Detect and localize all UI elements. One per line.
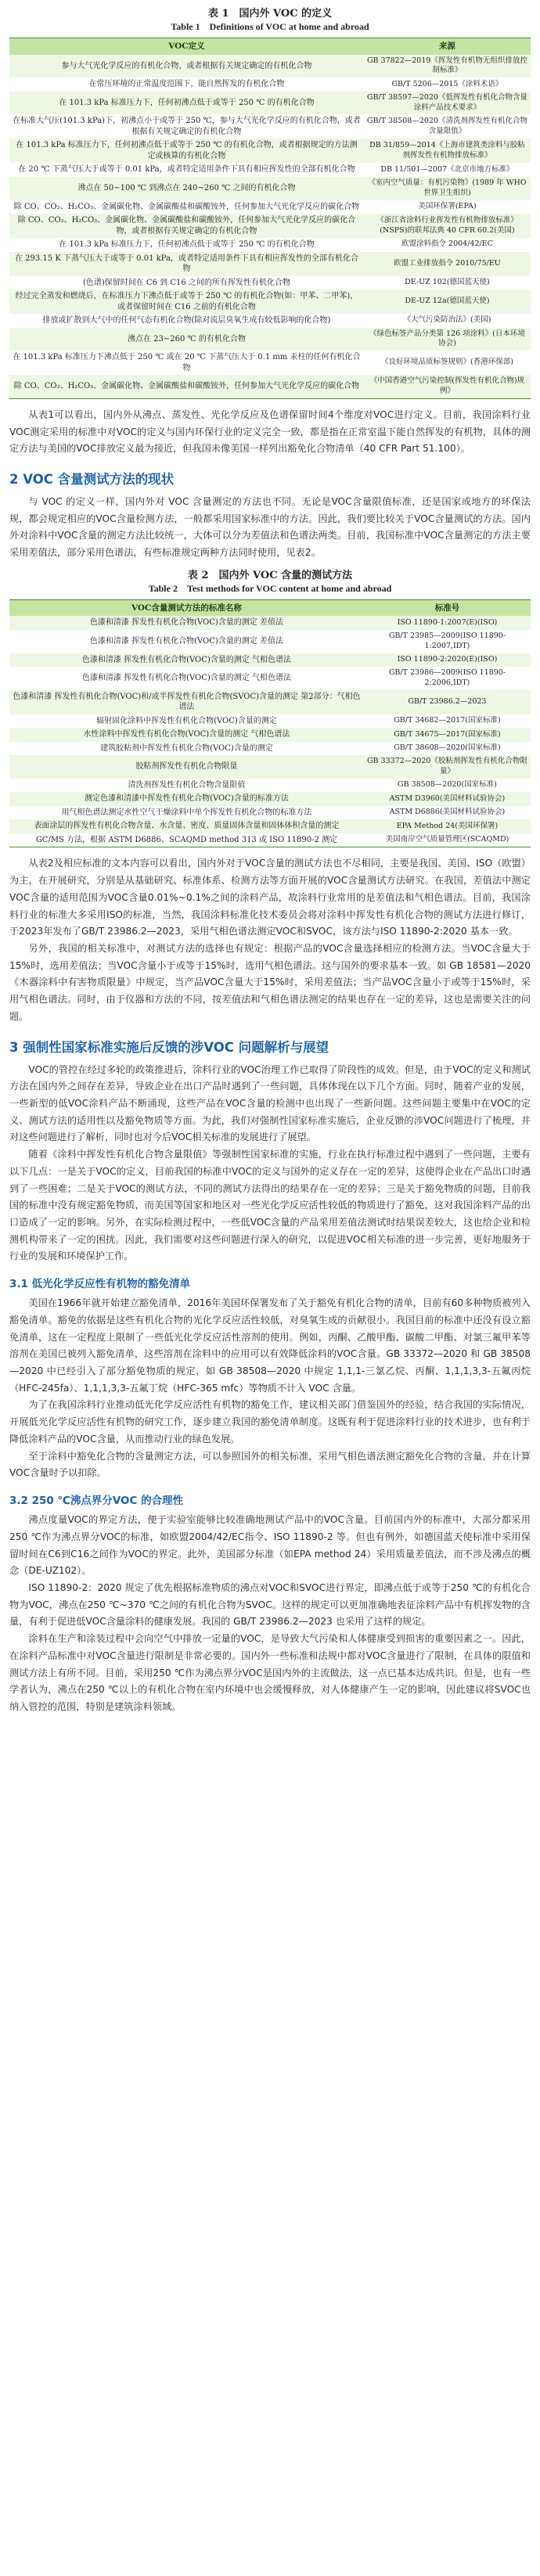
table2-body: [9, 616, 531, 847]
section3-paragraph-2: 随着《涂料中挥发性有机化合物含量限值》等强制性国家标准的实施，行业在执行标准过程中遇到了一些问题，主要有以下几点：一是关于VOC的定义，目前我国的标准中VOC的定义与国外的定义存在一定的差异，这使得企业在产品出口时遇到了一些困难；二是关于VOC的测试方法，不同的测试方法得出的结果存在一定的差异；三是关于豁免物质的问题，目前我国的标准中没有规定豁免物质，而美国等国家和地区对一些光化学反应活性较低的物质进行了豁免，这对我国涂料产品的出口造成了一定的影响。另外，在实际检测过程中，一些低VOC含量的产品采用差值法测试时结果误差较大，这也给企业和检测机构带来了一定的困扰。因此，我们需要对这些问题进行深入的研究，以促进VOC相关标准的进一步完善，更好地服务于行业的发展和环境保护工作。: [9, 1149, 531, 1262]
table1-row: [9, 177, 531, 200]
table2-cell-content: 色漆和清漆 挥发性有机化合物(VOC)含量的测定 差值法: [9, 616, 364, 630]
table1: [9, 38, 531, 398]
table1-row: [9, 200, 531, 214]
table2-cell-source: GB/T 23986—2009(ISO 11890-2:2006,IDT): [364, 667, 531, 690]
table1-row: [9, 55, 531, 78]
table1-cell-source: 《中国香港空气污染控制(挥发性有机化合物)规例》: [364, 375, 531, 398]
table2-row: [9, 779, 531, 793]
table1-row: [9, 238, 531, 252]
table1-cell-content: 除 CO、CO₂、H₂CO₃、金属碳化物、金属碳酸盐和碳酸铵外，任何参加大气光化学反应的碳化合物: [9, 200, 364, 214]
table1-row: [9, 77, 531, 92]
section3-2-paragraph-1: 沸点度量VOC的界定方法，便于实验室能够比较准确地测试产品中的VOC含量。目前国内外的标准中，大部分都采用250 ℃作为沸点界分VOC的标准，如欧盟2004/42/EC指令、ISO 11890-2 等。但也有例外，如德国蓝天使标准中采用保留时间在C6到C16之间作为VOC的界定。此外，美国部分标准（如EPA method 24）采用质量差值法，而不涉及沸点的概念（DE-UZ102）。: [9, 1514, 531, 1577]
table2-cell-content: 用气相色谱法测定水性空气干燥涂料中单个挥发性有机化合物的标准方法: [9, 806, 364, 820]
table2-cell-content: 辐射固化涂料中挥发性有机化合物(VOC)含量的测定: [9, 714, 364, 729]
table1-row: [9, 276, 531, 290]
table2-header-method: VOC含量测试方法的标准名称: [9, 600, 364, 617]
table2-cell-content: 水性涂料中挥发性有机化合物(VOC)含量的测定 气相色谱法: [9, 728, 364, 742]
section2-heading: 2 VOC 含量测试方法的现状: [9, 471, 175, 487]
table2-cell-content: 色漆和清漆 挥发性有机化合物(VOC)含量的测定 气相色谱法: [9, 653, 364, 667]
table1-cell-source: 《室内空气质量：有机污染物》(1989 年 WHO 世界卫生组织): [364, 177, 531, 200]
table1-cell-content: 在 20 ℃ 下蒸气压大于或等于 0.01 kPa，或者特定适用条件下具有相应挥发性的全部有机化合物: [9, 163, 364, 177]
table1-cell-content: (色谱)保留时间在 C6 到 C16 之间的所有挥发性有机化合物: [9, 276, 364, 290]
table1-cell-source: 《绿色标签产品分类第 126 项涂料》(日本环境协会): [364, 328, 531, 351]
table1-cell-content: 参与大气光化学反应的有机化合物，或者根据有关规定确定的有机化合物: [9, 55, 364, 78]
table2-caption-en: Table 2 Test methods for VOC content at home and abroad: [148, 582, 392, 594]
table1-cell-source: 《大气污染防治法》(美国): [364, 314, 531, 328]
table1-cell-source: 《良好环境品质标签规则》(香港环保部): [364, 351, 531, 375]
table1-row: [9, 214, 531, 238]
table1-cell-content: 除 CO、CO₂、H₂CO₃、金属碳化物、金属碳酸盐和碳酸铵外，任何参加大气光化学反应的碳化合物，或者根据有关规定确定的有机化合物: [9, 214, 364, 238]
table1-cell-source: GB/T 38508—2020《清洗剂挥发性有机化合物含量限值》: [364, 114, 531, 139]
table2-row: [9, 742, 531, 756]
table1-cell-source: GB/T 38597—2020《低挥发性有机化合物含量涂料产品技术要求》: [364, 92, 531, 115]
section3-1-paragraph-2: 为了在我国涂料行业推动低光化学反应活性有机物的豁免工作，建议相关部门借鉴国外的经验，结合我国的实际情况，开展低光化学反应活性有机物的研究工作，逐步建立我国的豁免清单制度。这既有利于促进涂料行业的技术进步，也有利于降低涂料产品的VOC含量，从而推动行业的绿色发展。: [9, 1399, 531, 1445]
table2-cell-source: GB 33372—2020《胶粘剂挥发性有机化合物限量》: [364, 755, 531, 779]
table2-row: [9, 728, 531, 742]
table1-row: [9, 314, 531, 328]
table1-body: [9, 55, 531, 399]
table2-cell-source: ISO 11890-2:2020(E)(ISO): [364, 653, 531, 667]
table1-cell-content: 在 101.3 kPa 标准压力下，任何初沸点低于或等于 250 ℃ 的有机化合物: [9, 238, 364, 252]
table2-row: [9, 653, 531, 667]
table2-cell-content: 色漆和清漆 挥发性有机化合物(VOC)含量的测定 气相色谱法: [9, 667, 364, 690]
section3-2-paragraph-2: ISO 11890-2：2020 规定了优先根据标准物质的沸点对VOC和SVOC进行界定，即沸点低于或等于250 ℃的有机化合物为VOC，沸点在250 ℃~370 ℃之间的有机化合物为SVOC。这样的规定可以更加准确地表征涂料产品中有机挥发物的含量，有利于促进低VOC含量涂料的健康发展。我国的 GB/T 23986.2—2023 也采用了这样的规定。: [9, 1581, 531, 1628]
table2-row: [9, 630, 531, 653]
table1-cell-content: 在常压环境的正常温度范围下，能自然挥发的有机化合物: [9, 77, 364, 92]
table1-cell-content: 在 101.3 kPa 标准压力下，任何初沸点低于或等于 250 ℃ 的有机化合物，或者根据规定的方法测定或核算的有机化合物: [9, 139, 364, 163]
table1-cell-source: GB 37822—2019《挥发性有机物无组织排放控制标准》: [364, 55, 531, 78]
table1-cell-content: 在 101.3 kPa 标准压力下，任何初沸点低于或等于 250 ℃ 的有机化合物: [9, 92, 364, 115]
table2-row: [9, 792, 531, 806]
paragraph-after-table1: 从表1可以看出，国内外从沸点、蒸发性、光化学反应及色谱保留时间4个维度对VOC进行定义。目前，我国涂料行业VOC测定采用的标准中对VOC的定义与国内环保行业的定义完全一致，都是指在正常室温下能自然挥发的有机物，具体的测定方法与美国的VOC排放定义最为接近，但我国未像美国一样列出豁免化合物清单（40 CFR Part 51.100）。: [9, 408, 531, 455]
table1-row: [9, 92, 531, 115]
table2-cell-content: 胶粘剂挥发性有机化合物限量: [9, 755, 364, 779]
table2-row: [9, 819, 531, 833]
table1-cell-source: 欧盟涂料指令 2004/42/EC: [364, 238, 531, 252]
table2-cell-source: GB/T 34675—2017(国家标准): [364, 728, 531, 742]
table2-cell-content: 建筑胶粘剂中挥发性有机化合物(VOC)含量的测定: [9, 742, 364, 756]
table1-cell-content: 沸点在 23~260 ℃ 的有机化合物: [9, 328, 364, 351]
table1-row: [9, 351, 531, 375]
table2-row: [9, 667, 531, 690]
table1-cell-content: 经过完全蒸发和燃烧后，在标准压力下沸点低于或等于 250 ℃ 的有机化合物(如：甲苯、二甲苯)，或者保留时间在 C16 之前的有机化合物: [9, 290, 364, 314]
section3-1-heading: 3.1 低光化学反应性有机物的豁免清单: [9, 1278, 191, 1291]
table1-caption-cn: 表 1 国内外 VOC 的定义: [207, 8, 333, 20]
paragraph-after-table2-2: 另外，我国的相关标准中，对测试方法的选择也有规定：根据产品的VOC含量选择相应的检测方法。当VOC含量大于15%时，选用差值法；当VOC含量小于或等于15%时，选用气相色谱法。这与国外的要求基本一致。如 GB 18581—2020《木器涂料中有害物质限量》中规定，当产品VOC含量大于15%时，采用差值法；当产品VOC含量小于或等于15%时，采用气相色谱法。同时，由于仪器和方法的不同，按差值法和气相色谱法测定的结果也存在一定的差异，这也是需要关注的问题。: [9, 942, 531, 1022]
table2-caption-cn: 表 2 国内外 VOC 含量的测试方法: [187, 569, 353, 581]
table1-cell-source: 欧盟工业排放指令 2010/75/EU: [364, 252, 531, 276]
table1-cell-source: GB/T 5206—2015《涂料术语》: [364, 77, 531, 92]
table2-row: [9, 714, 531, 729]
table1-cell-content: 在 101.3 kPa 标准压力下沸点低于 250 ℃ 或在 20 ℃ 下蒸气压大于 0.1 mm 汞柱的任何有机化合物: [9, 351, 364, 375]
section2-paragraph: 与 VOC 的定义一样，国内外对 VOC 含量测定的方法也不同。无论是VOC含量限值标准，还是国家或地方的环保法规，都会规定相应的VOC含量检测方法，一般都采用国家标准中的方法。因此，我们要比较关于VOC含量测试的方法。国内外对涂料中VOC含量的测定方法比较统一，大体可以分为差值法和色谱法两类。目前，我国标准中VOC含量测定的方法主要采用差值法，部分采用色谱法，有些标准规定两种方法同时使用，见表2。: [9, 495, 531, 559]
table2-row: [9, 690, 531, 714]
table2-cell-content: 表面涂层的挥发性有机化合物含量、水含量、密度、质量固体含量和固体体积含量的测定: [9, 819, 364, 833]
table1-row: [9, 290, 531, 314]
table2-cell-source: ASTM D6886(美国材料试验协会): [364, 806, 531, 820]
section3-1-paragraph-1: 美国在1966年就开始建立豁免清单，2016年美国环保署发布了关于豁免有机化合物的清单，目前有60多种物质被列入豁免清单。豁免的依据是这些有机化合物的光化学反应活性较低，对臭氧生成的贡献很小。我国目前的标准中还没有设立豁免清单，这在一定程度上限制了一些低光化学反应活性溶剂的使用。例如，丙酮、乙酸甲酯、碳酸二甲酯、对氯三氟甲苯等溶剂在美国已被列入豁免清单，这些溶剂在涂料中的应用可以有效降低涂料的VOC含量。GB 33372—2020 和 GB 38508—2020 中已经引入了部分豁免物质的规定，如 GB 38508—2020 中规定 1,1,1-三氯乙烷、丙酮、1,1,1,3,3-五氟丙烷（HFC-245fa）、1,1,1,3,3-五氟丁烷（HFC-365 mfc）等物质不计入 VOC 含量。: [9, 1297, 531, 1394]
table2: [9, 599, 531, 847]
table2-cell-content: 测定色漆和清漆中挥发性有机化合物(VOC)含量的标准方法: [9, 792, 364, 806]
section3-2-paragraph-3: 涂料在生产和涂装过程中会向空气中排放一定量的VOC，是导致大气污染和人体健康受到损害的重要因素之一。因此，在涂料产品标准中对VOC含量进行限制是非常必要的。国内外一些标准和法规中都对VOC含量进行了限制，在具体的限值和测试方法上有所不同。目前，采用250 ℃作为沸点界分VOC是国内外的主流做法，这一点已基本达成共识。但是，也有一些学者认为，沸点在250 ℃以上的有机化合物在室内环境中也会缓慢释放，对人体健康产生一定的影响，因此建议将SVOC也纳入管控的范围，特别是建筑涂料领域。: [9, 1633, 531, 1712]
table1-cell-source: 《浙江省涂料行业挥发性有机物排放标准》(NSPS)的联邦法典 40 CFR 60.2(美国): [364, 214, 531, 238]
table2-cell-source: EPA Method 24(美国环保署): [364, 819, 531, 833]
table2-header-standard: 标准号: [364, 600, 531, 617]
table1-row: [9, 252, 531, 276]
table1-row: [9, 139, 531, 163]
table1-cell-content: 排放或扩散到大气中的任何气态有机化合物(除对流层臭氧生成有较低影响的化合物): [9, 314, 364, 328]
table1-header-source: 来源: [364, 38, 531, 55]
table2-cell-source: ISO 11890-1:2007(E)(ISO): [364, 616, 531, 630]
table2-row: [9, 833, 531, 847]
table2-cell-source: GB/T 34682—2017(国家标准): [364, 714, 531, 729]
table1-cell-content: 在 293.15 K 下蒸气压大于或等于 0.01 kPa，或者特定适用条件下具有相应挥发性的全部有机化合物: [9, 252, 364, 276]
table2-cell-source: 美国南岸空气质量管理区(SCAQMD): [364, 833, 531, 847]
table1-cell-source: DE-UZ 12a(德国蓝天使): [364, 290, 531, 314]
table1-row: [9, 375, 531, 398]
table2-cell-source: ASTM D3960(美国材料试验协会): [364, 792, 531, 806]
table1-cell-content: 沸点在 50~100 ℃ 到沸点在 240~260 ℃ 之间的有机化合物: [9, 177, 364, 200]
section3-heading: 3 强制性国家标准实施后反馈的涉VOC 问题解析与展望: [9, 1039, 329, 1055]
table1-cell-content: 除 CO、CO₂、H₂CO₃、金属碳化物、金属碳酸盐和碳酸铵外，任何参加大气光化学反应的碳化合物: [9, 375, 364, 398]
table1-row: [9, 114, 531, 139]
table2-cell-content: 色漆和清漆 挥发性有机化合物(VOC)和/或半挥发性有机化合物(SVOC)含量的测定 第2部分：气相色谱法: [9, 690, 364, 714]
table1-cell-content: 在标准大气压(101.3 kPa)下，初沸点小于或等于 250 ℃，参与大气光化学反应的有机化合物，或者根据有关规定确定的有机化合物: [9, 114, 364, 139]
table1-cell-source: 美国环保署(EPA): [364, 200, 531, 214]
table2-cell-source: GB/T 23986.2—2023: [364, 690, 531, 714]
table2-row: [9, 755, 531, 779]
table1-caption-en: Table 1 Definitions of VOC at home and abroad: [171, 20, 369, 32]
table1-row: [9, 163, 531, 177]
table2-cell-content: 色漆和清漆 挥发性有机化合物(VOC)含量的测定 差值法: [9, 630, 364, 653]
section3-2-heading: 3.2 250 ℃沸点界分VOC 的合理性: [9, 1495, 184, 1508]
table2-row: [9, 806, 531, 820]
section3-1-paragraph-3: 至于涂料中豁免化合物的含量测定方法，可以参照国外的相关标准，采用气相色谱法测定豁免化合物的含量，并在计算VOC含量时予以扣除。: [9, 1450, 531, 1479]
section3-paragraph-1: VOC的管控在经过多轮的政策推进后，涂料行业的VOC治理工作已取得了阶段性的成效。但是，由于VOC的定义和测试方法在国内外之间存在差异，导致企业在出口产品时遇到了一些问题，具体体现在以下几个方面。同时，随着产业的发展，一些新型的低VOC涂料产品不断涌现，这些产品在VOC含量的检测中也出现了一些新问题。这些问题主要集中在VOC的定义、测试方法的适用性以及豁免物质等方面。为此，我们对强制性国家标准实施后，企业反馈的涉VOC问题进行了梳理，并对这些问题进行了解析，同时也对今后VOC相关标准的发展进行了展望。: [9, 1063, 531, 1143]
table2-cell-content: GC/MS 方法，根据 ASTM D6886、SCAQMD method 313 或 ISO 11890-2 测定: [9, 833, 364, 847]
table1-cell-source: DB 11/501—2007《北京市地方标准》: [364, 163, 531, 177]
table2-row: [9, 616, 531, 630]
table2-cell-source: GB/T 23985—2009(ISO 11890-1:2007,IDT): [364, 630, 531, 653]
table1-cell-source: DB 31/859—2014《上海市建筑类涂料与胶粘剂挥发性有机物排放标准》: [364, 139, 531, 163]
table1-header-definition: VOC定义: [9, 38, 364, 55]
table1-row: [9, 328, 531, 351]
paragraph-after-table2-1: 从表2及相应标准的文本内容可以看出，国内外对于VOC含量的测试方法也不尽相同，主要是我国、美国、ISO（欧盟）为主，在开展研究，分别是从基础研究、标准体系、检测方法等方面开展的VOC含量测试方法研究。在我国，差值法中测定VOC含量的适用范围为VOC含量0.01%~0.1%之间的涂料产品，故涂料行业常用的是差值法和气相色谱法。目前，我国涂料行业的标准大多采用ISO的标准，当然，我国涂料标准化技术委员会将对涂料中挥发性有机化合物的测试方法进行修订，于2023年发布了GB/T 23986.2—2023，采用气相色谱法测定VOC和SVOC，该方法与ISO 11890-2:2020 基本一致。: [9, 858, 531, 937]
table2-cell-source: GB/T 38608—2020(国家标准): [364, 742, 531, 756]
table1-cell-source: DE-UZ 102(德国蓝天使): [364, 276, 531, 290]
table2-cell-content: 清洗剂挥发性有机化合物含量限值: [9, 779, 364, 793]
table2-cell-source: GB 38508—2020(国家标准): [364, 779, 531, 793]
